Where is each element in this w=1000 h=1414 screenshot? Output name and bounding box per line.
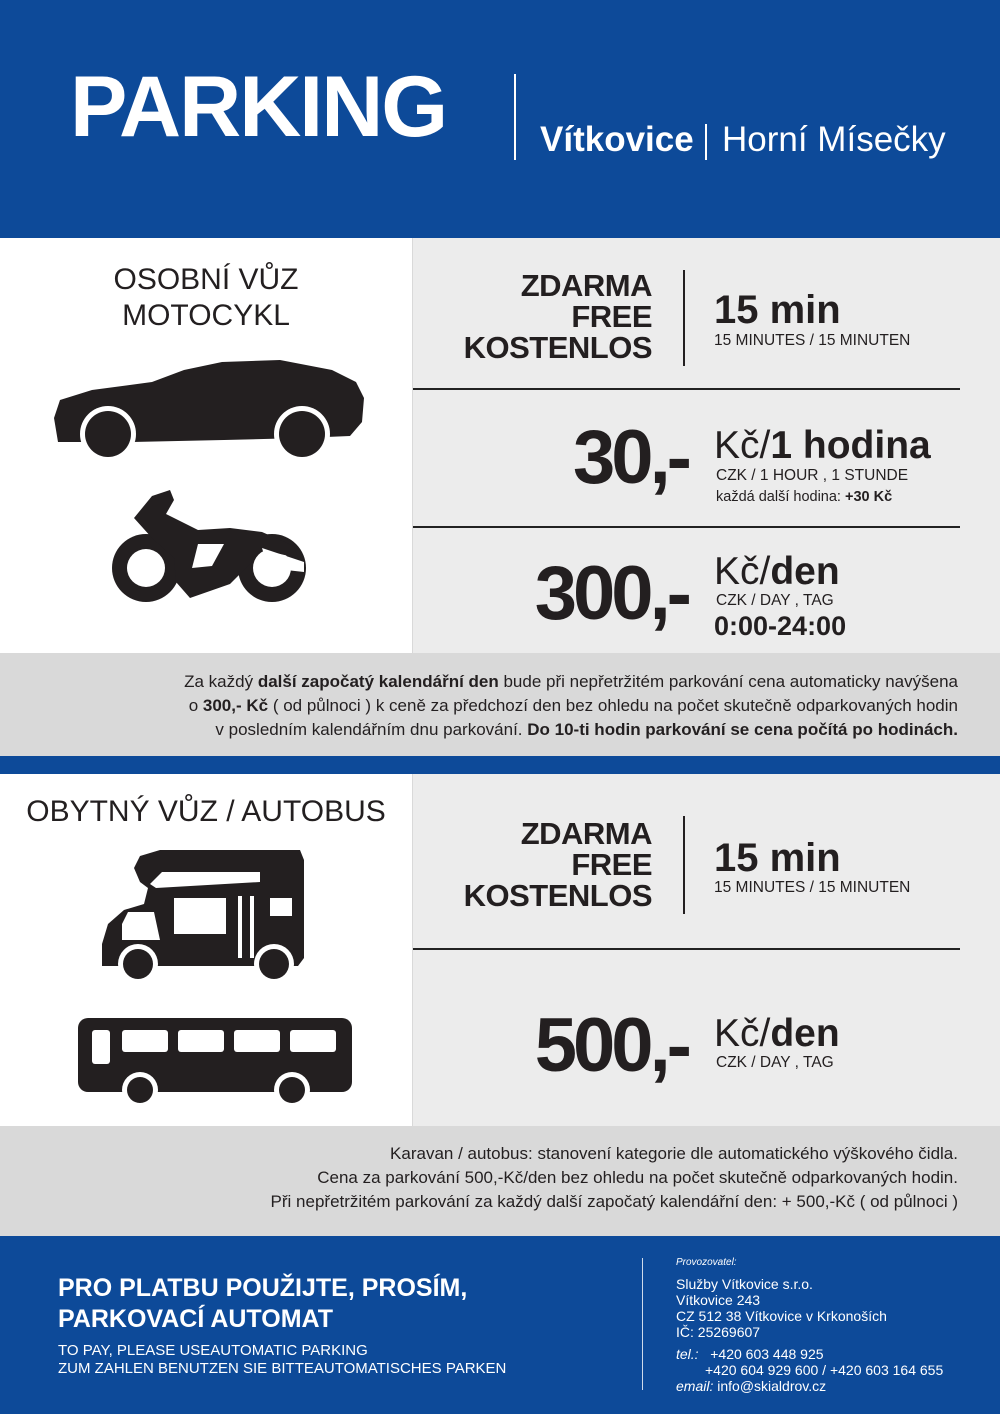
section1-free-labels xyxy=(440,270,652,363)
hourly-extra-value: +30 Kč xyxy=(844,489,893,505)
camper-icon xyxy=(100,848,306,984)
pay-instruction-translations xyxy=(58,1342,506,1378)
pay-line2: PARKOVACÍ AUTOMAT xyxy=(58,1305,333,1333)
note1-line3: v posledním kalendářním dnu parkování. Do 10-ti hodin parkování se cena počítá po hodinách. xyxy=(215,720,958,739)
camper-daily-sub: CZK / DAY , TAG xyxy=(716,1054,834,1071)
email-label: email: xyxy=(676,1378,714,1394)
camper-daily-price: 500,- xyxy=(534,1003,688,1088)
note2-line3: Při nepřetržitém parkování za každý další započatý kalendářní den: + 500,-Kč ( od půlnoci ) xyxy=(270,1192,958,1211)
pay-instruction-cz xyxy=(58,1273,467,1335)
daily-period: den xyxy=(770,550,840,593)
tel-1[interactable]: +420 603 448 925 xyxy=(710,1346,824,1362)
section1-note xyxy=(0,653,1000,756)
hourly-price: 30,- xyxy=(573,415,688,500)
title-divider xyxy=(514,74,516,160)
location-divider xyxy=(705,124,707,160)
hourly-period: 1 hodina xyxy=(770,424,931,467)
section2-free-labels xyxy=(440,818,652,911)
daily-unit xyxy=(714,552,840,591)
note1-line1: Za každý další započatý kalendářní den bude při nepřetržitém parkování cena automaticky navýšena xyxy=(184,672,958,691)
daily-currency: Kč/ xyxy=(714,550,771,593)
pay-de: ZUM ZAHLEN BENUTZEN SIE BITTEAUTOMATISCHES PARKEN xyxy=(58,1360,507,1377)
free-label-de: KOSTENLOS xyxy=(463,878,652,913)
car-icon xyxy=(52,360,368,462)
camper-daily-period: den xyxy=(770,1012,840,1055)
free-label-en: FREE xyxy=(571,847,652,882)
operator-id: IČ: 25269607 xyxy=(676,1324,761,1340)
section2-category: OBYTNÝ VŮZ / AUTOBUS xyxy=(26,795,386,828)
page-title: PARKING xyxy=(70,59,447,155)
section1-free-divider xyxy=(683,270,685,366)
daily-sub: CZK / DAY , TAG xyxy=(716,592,834,609)
hourly-sub: CZK / 1 HOUR , 1 STUNDE xyxy=(716,467,909,484)
section2-row-divider xyxy=(413,948,960,950)
operator-label: Provozovatel: xyxy=(676,1257,737,1268)
daily-hours: 0:00-24:00 xyxy=(714,611,847,641)
section1-row-divider-2 xyxy=(413,526,960,528)
section1-divider xyxy=(412,238,413,653)
hourly-extra-text: každá další hodina: xyxy=(716,489,845,505)
hourly-extra xyxy=(716,490,892,505)
operator-city: CZ 512 38 Vítkovice v Krkonoších xyxy=(676,1308,887,1324)
camper-daily-unit xyxy=(714,1014,840,1053)
operator-street: Vítkovice 243 xyxy=(676,1292,761,1308)
note2-line2: Cena za parkování 500,-Kč/den bez ohledu na počet skutečně odparkovaných hodin. xyxy=(317,1168,958,1187)
motorcycle-icon xyxy=(112,488,308,604)
location-horni-misecky: Horní Mísečky xyxy=(722,120,946,159)
tel-label: tel.: xyxy=(676,1346,699,1362)
section2-free-duration: 15 min xyxy=(714,836,841,880)
camper-daily-currency: Kč/ xyxy=(714,1012,771,1055)
note1-line2: o 300,- Kč ( od půlnoci ) k ceně za předchozí den bez ohledu na počet skutečně odparkovaných hodin xyxy=(188,696,958,715)
footer-divider xyxy=(642,1258,643,1390)
section1-row-divider-1 xyxy=(413,388,960,390)
category-car: OSOBNÍ VŮZ xyxy=(113,263,299,296)
free-label-cz: ZDARMA xyxy=(520,816,652,851)
tel-2[interactable]: +420 604 929 600 / +420 603 164 655 xyxy=(705,1362,944,1378)
free-label-de: KOSTENLOS xyxy=(463,330,652,365)
section2-divider xyxy=(412,774,413,1126)
free-label-en: FREE xyxy=(571,299,652,334)
location-vitkovice: Vítkovice xyxy=(540,120,694,159)
free-label-cz: ZDARMA xyxy=(520,268,652,303)
operator-name: Služby Vítkovice s.r.o. xyxy=(676,1276,813,1292)
bus-icon xyxy=(78,1018,352,1106)
section1-free-duration-sub: 15 MINUTES / 15 MINUTEN xyxy=(714,332,911,349)
pay-en: TO PAY, PLEASE USEAUTOMATIC PARKING xyxy=(58,1342,368,1359)
operator-address xyxy=(676,1276,887,1340)
daily-price: 300,- xyxy=(534,551,688,636)
pay-line1: PRO PLATBU POUŽIJTE, PROSÍM, xyxy=(58,1274,468,1302)
hourly-currency: Kč/ xyxy=(714,424,771,467)
section2-free-duration-sub: 15 MINUTES / 15 MINUTEN xyxy=(714,879,911,896)
hourly-unit xyxy=(714,426,931,465)
section1-free-duration: 15 min xyxy=(714,288,841,332)
category-motorcycle: MOTOCYKL xyxy=(122,299,290,332)
section1-category xyxy=(0,262,412,334)
email-link[interactable]: info@skialdrov.cz xyxy=(717,1378,827,1394)
note2-line1: Karavan / autobus: stanovení kategorie dle automatického výškového čidla. xyxy=(390,1144,958,1163)
section2-note xyxy=(0,1126,1000,1236)
section-divider-stripe xyxy=(0,756,1000,774)
operator-contacts xyxy=(676,1346,943,1394)
section2-free-divider xyxy=(683,816,685,914)
